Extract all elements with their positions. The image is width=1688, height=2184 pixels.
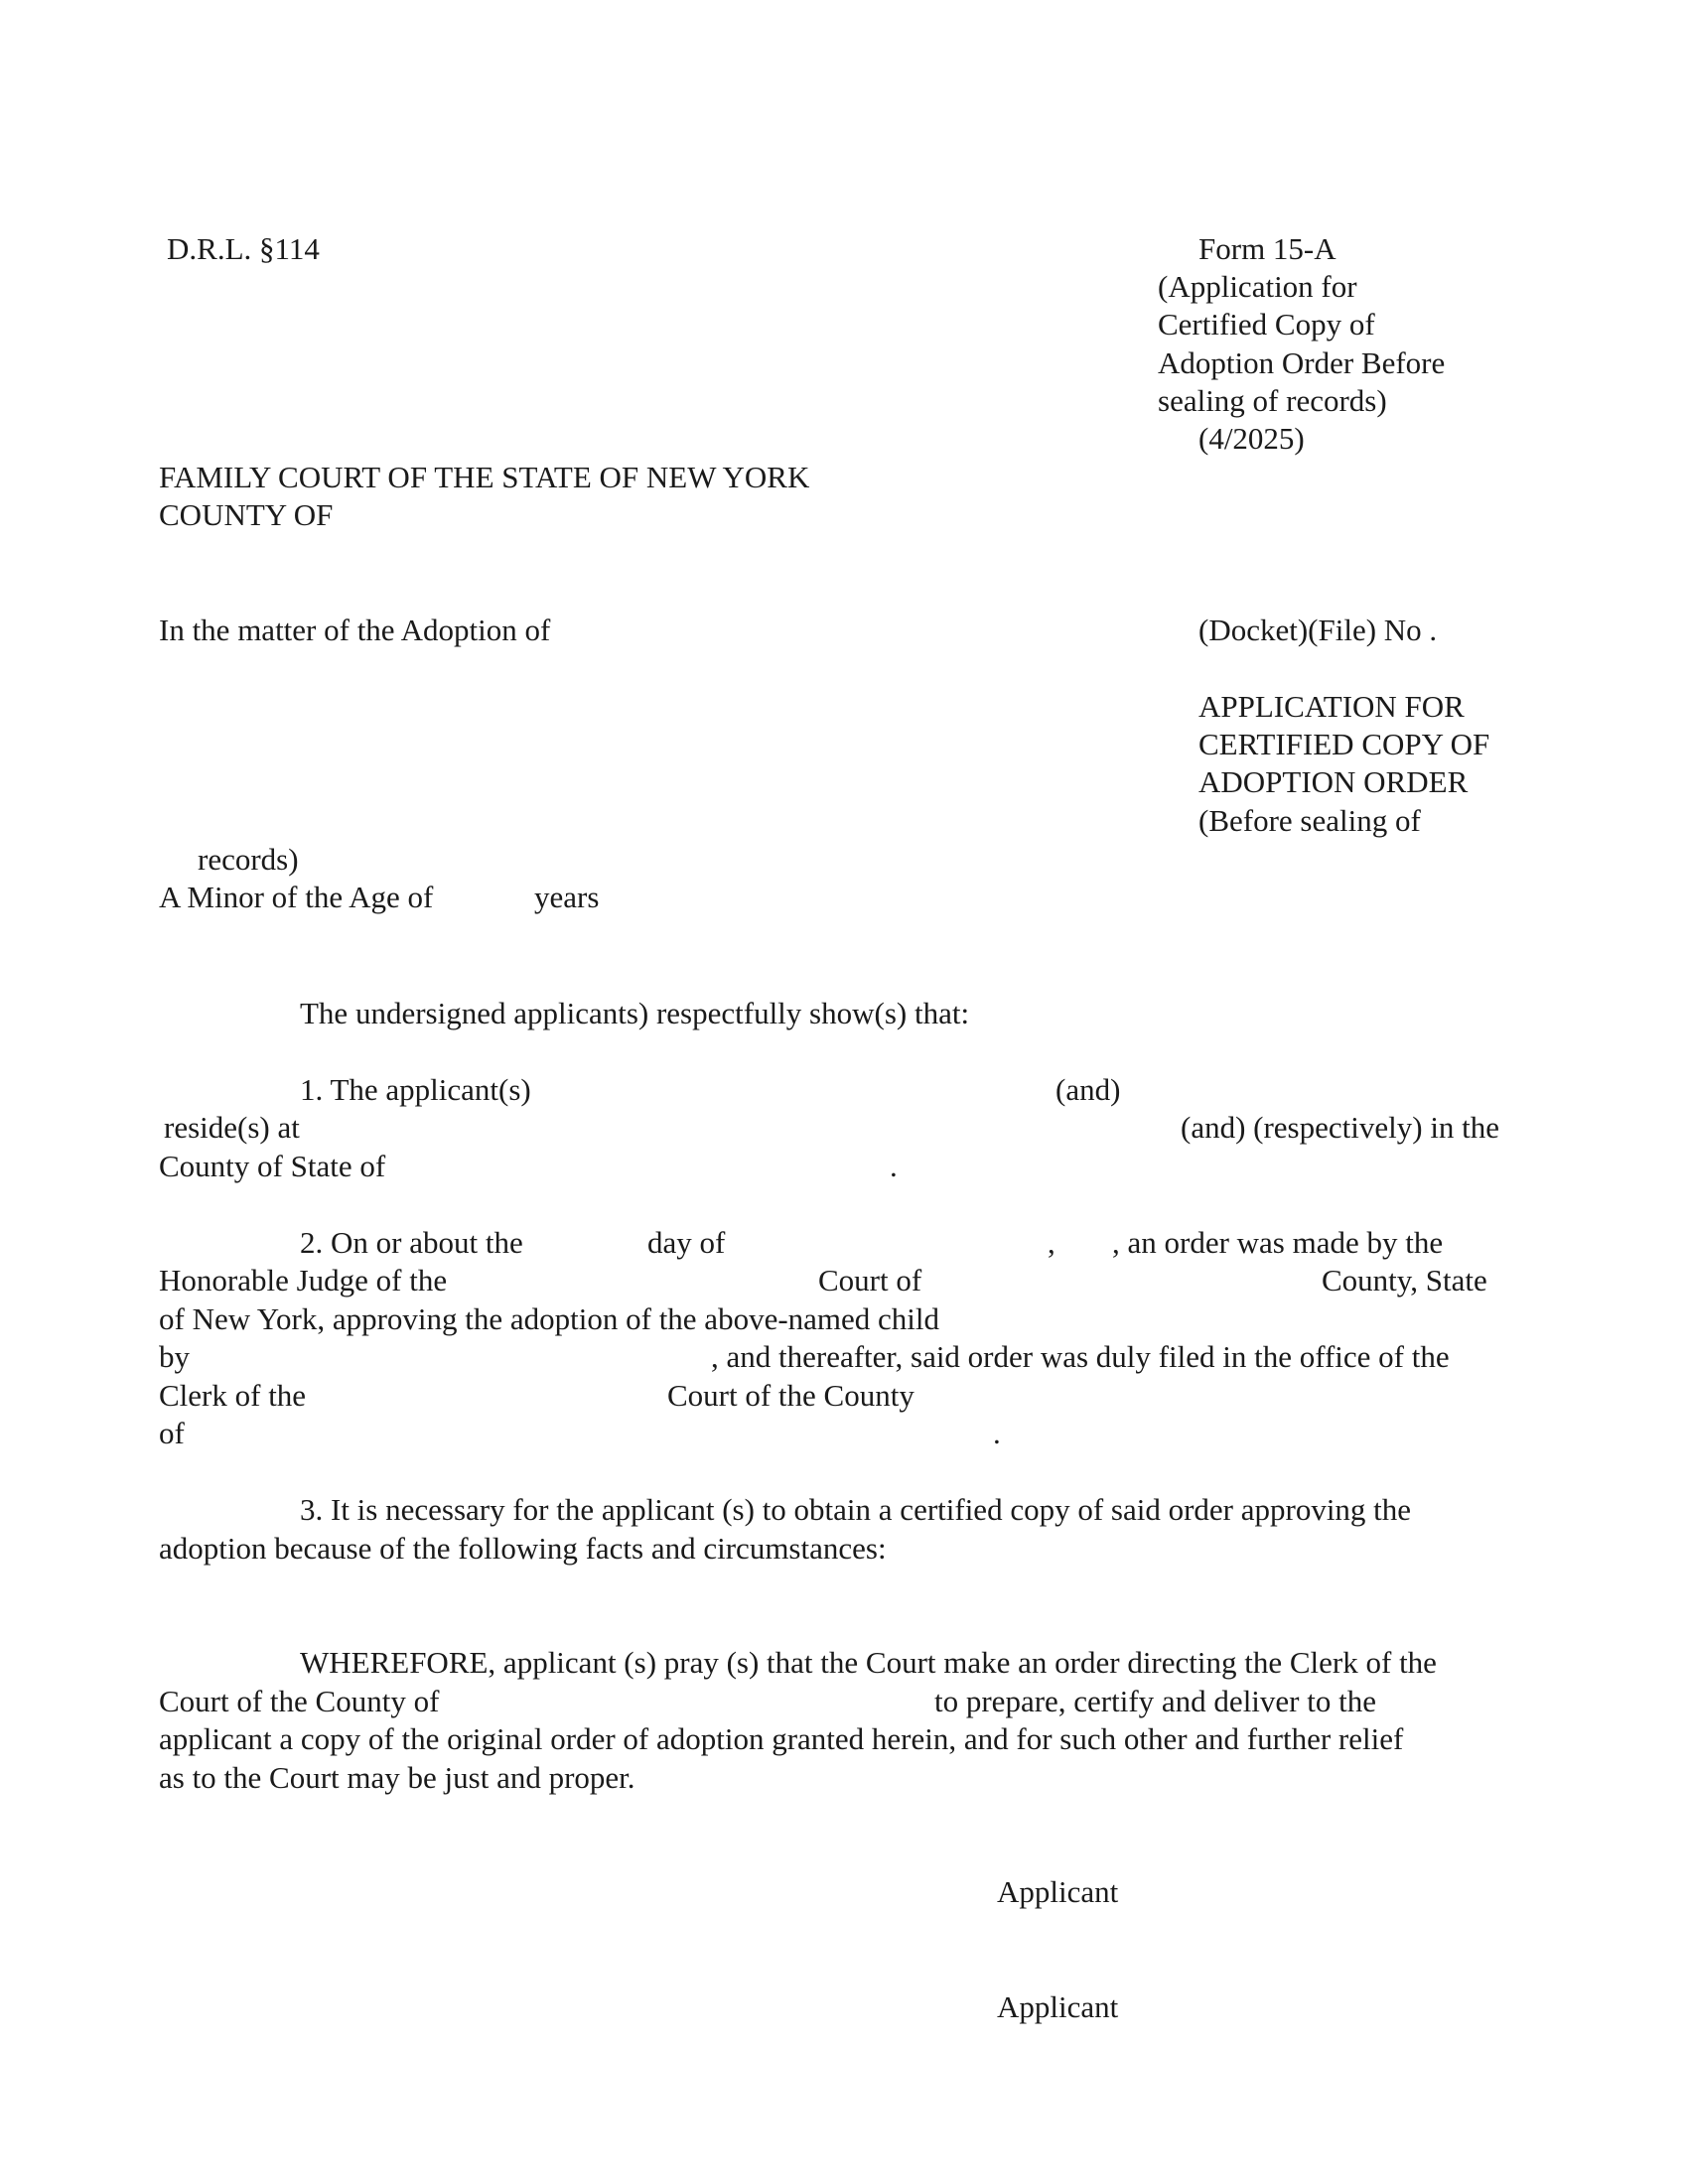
wherefore-county: Court of the County of <box>159 1684 440 1718</box>
para2-comma: , <box>1048 1225 1055 1260</box>
para1-applicants: 1. The applicant(s) <box>300 1072 531 1107</box>
form-description-line: (Application for <box>1158 269 1357 304</box>
para1-county-state: County of State of <box>159 1149 386 1183</box>
para2-date-lead: 2. On or about the <box>300 1225 523 1260</box>
court-county: COUNTY OF <box>159 497 334 532</box>
para1-respectively: (and) (respectively) in the <box>1181 1110 1500 1145</box>
court-name: FAMILY COURT OF THE STATE OF NEW YORK <box>159 460 810 494</box>
wherefore-line: as to the Court may be just and proper. <box>159 1760 635 1795</box>
form-description-line: sealing of records) <box>1158 383 1387 418</box>
para2-clerk: Clerk of the <box>159 1378 307 1413</box>
document-title-line: APPLICATION FOR <box>1198 689 1465 724</box>
para2-approval: of New York, approving the adoption of the above-named child <box>159 1301 940 1336</box>
wherefore-line: applicant a copy of the original order of adoption granted herein, and for such other and further relief <box>159 1721 1404 1756</box>
document-title-line: (Before sealing of <box>1198 803 1421 838</box>
wherefore-line: WHEREFORE, applicant (s) pray (s) that the Court make an order directing the Clerk of the <box>300 1645 1437 1680</box>
para2-of: of <box>159 1416 185 1450</box>
docket-number-label: (Docket)(File) No . <box>1198 613 1438 647</box>
para2-judge: Honorable Judge of the <box>159 1263 448 1297</box>
form-description-line: Adoption Order Before <box>1158 345 1446 380</box>
para2-county-state: County, State <box>1322 1263 1487 1297</box>
wherefore-prepare: to prepare, certify and deliver to the <box>934 1684 1376 1718</box>
para1-period: . <box>890 1149 898 1183</box>
para2-filed: , and thereafter, said order was duly filed in the office of the <box>711 1339 1450 1374</box>
applicant-signature-label: Applicant <box>997 1874 1119 1909</box>
minor-age-years: years <box>534 880 600 914</box>
intro-statement: The undersigned applicants) respectfully show(s) that: <box>300 996 970 1030</box>
form-revision-date: (4/2025) <box>1198 421 1305 456</box>
para3-line: adoption because of the following facts and circumstances: <box>159 1531 887 1566</box>
form-description-line: Certified Copy of <box>1158 307 1375 341</box>
para2-order-made: , an order was made by the <box>1112 1225 1444 1260</box>
para3-line: 3. It is necessary for the applicant (s) to obtain a certified copy of said order approving the <box>300 1492 1412 1527</box>
para2-day-of: day of <box>647 1225 726 1260</box>
document-title-line: ADOPTION ORDER <box>1198 764 1469 799</box>
document-title-line: CERTIFIED COPY OF <box>1198 727 1490 761</box>
document-title-continuation: records) <box>198 842 299 877</box>
para2-court-of: Court of <box>818 1263 922 1297</box>
para2-period: . <box>993 1416 1001 1450</box>
para2-by: by <box>159 1339 190 1374</box>
form-number: Form 15-A <box>1198 231 1336 266</box>
para2-court-county: Court of the County <box>667 1378 914 1413</box>
matter-caption: In the matter of the Adoption of <box>159 613 551 647</box>
minor-age-label: A Minor of the Age of <box>159 880 434 914</box>
applicant-signature-label: Applicant <box>997 1989 1119 2024</box>
statute-reference: D.R.L. §114 <box>167 231 320 266</box>
para1-resides: reside(s) at <box>164 1110 300 1145</box>
para1-and: (and) <box>1055 1072 1121 1107</box>
